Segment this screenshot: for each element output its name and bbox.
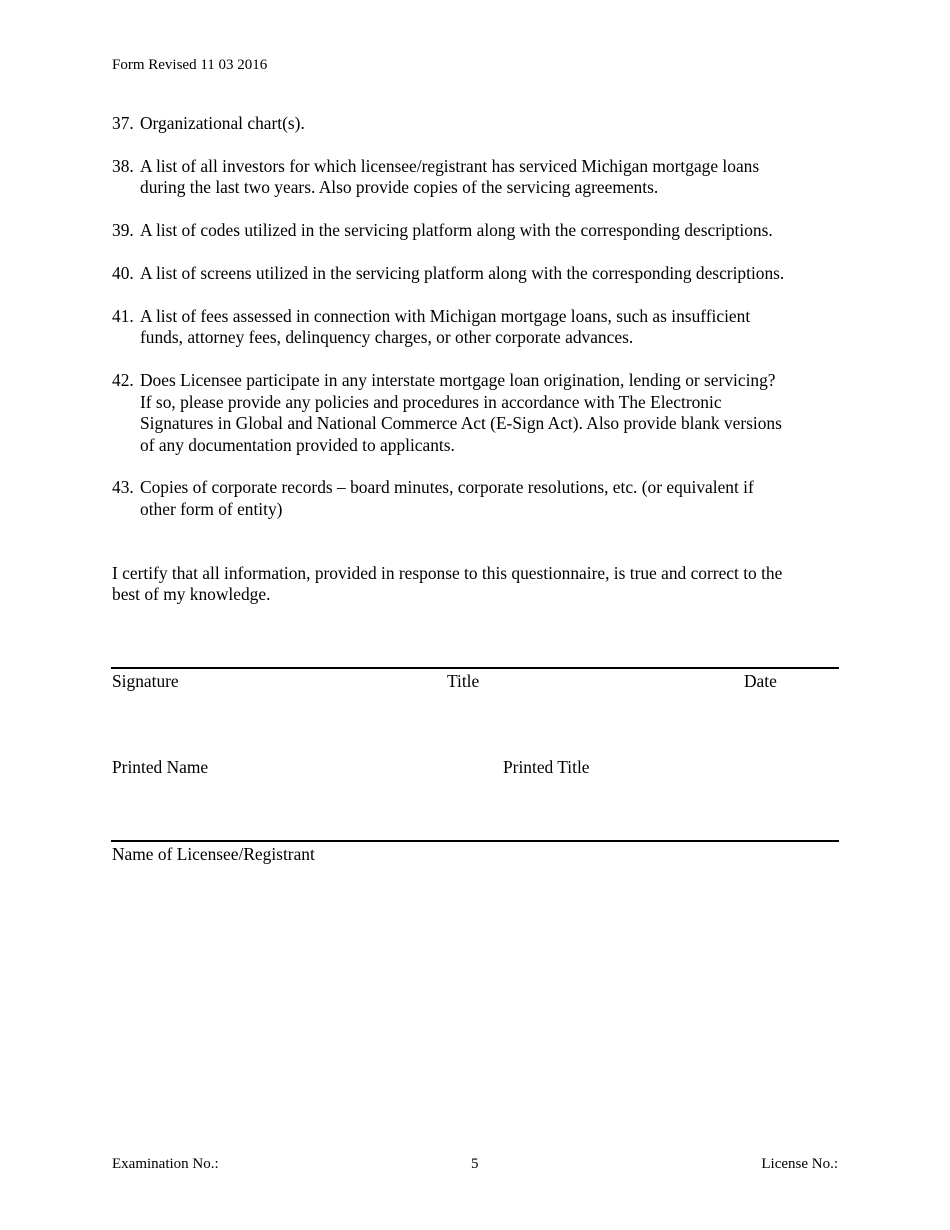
item-number: 39. [112, 220, 134, 241]
document-item-list [112, 113, 842, 542]
certification-statement: I certify that all information, provided in response to this questionnaire, is true and correct to the best of my knowledge. [112, 563, 783, 605]
list-item [112, 113, 842, 134]
license-number-label: License No.: [761, 1156, 838, 1172]
item-text: Copies of corporate records – board minutes, corporate resolutions, etc. (or equivalent if other form of entity) [140, 477, 754, 519]
list-item [112, 370, 842, 456]
item-number: 43. [112, 477, 134, 498]
list-item [112, 306, 842, 349]
licensee-name-line [111, 840, 839, 842]
page-number: 5 [471, 1156, 479, 1172]
item-number: 41. [112, 306, 134, 327]
item-number: 37. [112, 113, 134, 133]
list-item [112, 156, 842, 199]
date-label: Date [744, 671, 777, 691]
title-label: Title [447, 671, 480, 691]
item-text: A list of screens utilized in the servicing platform along with the corresponding descriptions. [140, 263, 785, 284]
list-item [112, 263, 842, 284]
list-item [112, 220, 842, 241]
signature-label: Signature [112, 671, 179, 691]
item-text: A list of codes utilized in the servicing platform along with the corresponding descriptions. [140, 220, 773, 241]
item-text: Organizational chart(s). [140, 113, 305, 133]
form-revised-note: Form Revised 11 03 2016 [112, 57, 268, 73]
examination-number-label: Examination No.: [112, 1156, 219, 1172]
item-number: 40. [112, 263, 134, 284]
licensee-name-label: Name of Licensee/Registrant [112, 844, 315, 864]
printed-title-label: Printed Title [503, 757, 590, 777]
item-text: A list of fees assessed in connection with Michigan mortgage loans, such as insufficient funds, attorney fees, delinquency charges, or other corporate advances. [140, 306, 751, 348]
item-number: 38. [112, 155, 134, 176]
list-item [112, 477, 842, 520]
item-text: A list of all investors for which licensee/registrant has serviced Michigan mortgage loans during the last two years. Also provide copies of the servicing agreements. [140, 155, 760, 198]
printed-name-label: Printed Name [112, 757, 209, 777]
signature-line [111, 667, 839, 669]
item-number: 42. [112, 370, 134, 391]
item-text: Does Licensee participate in any interstate mortgage loan origination, lending or servicing? If so, please provide any policies and procedures in accordance with The Electronic Signatures in Global and National Commerce Act (E-Sign Act). Also provide blank versions of any documentation provided to applicants. [140, 370, 782, 455]
